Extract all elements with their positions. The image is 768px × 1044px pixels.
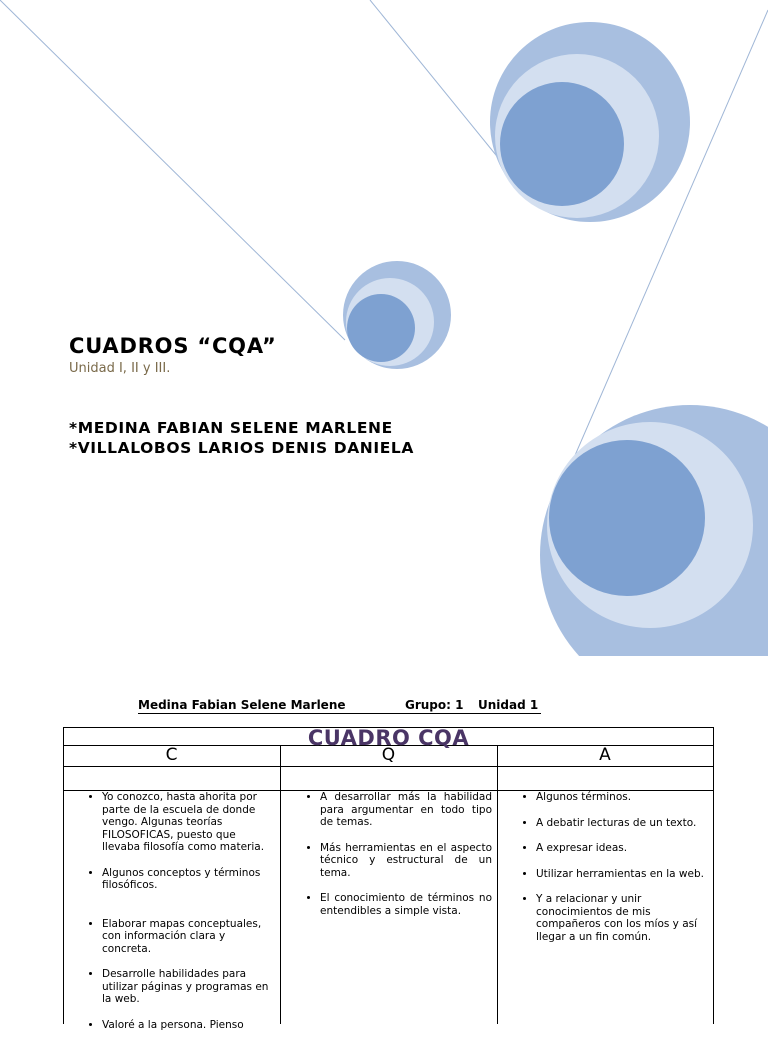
- list-item: • Utilizar herramientas en la web.: [536, 868, 710, 881]
- author-name: *MEDINA FABIAN SELENE MARLENE: [69, 419, 393, 437]
- circle-group-bottom: [540, 405, 768, 660]
- column-q-content: [302, 791, 492, 930]
- list-item: • Más herramientas en el aspecto técnico y estructural de un tema.: [320, 842, 492, 880]
- diagonal-line-left: [0, 0, 345, 340]
- list-item: • El conocimiento de términos no entendibles a simple vista.: [320, 892, 492, 917]
- column-a-content: [518, 791, 710, 956]
- diagonal-line-top: [370, 0, 500, 160]
- list-item: • A desarrollar más la habilidad para argumentar en todo tipo de temas.: [320, 791, 492, 829]
- list-item: • Algunos conceptos y términos filosóficos.: [102, 867, 276, 892]
- column-header-a: A: [599, 745, 611, 765]
- list-item: • Desarrolle habilidades para utilizar páginas y programas en la web.: [102, 968, 276, 1006]
- list-item: • Yo conozco, hasta ahorita por parte de la escuela de donde vengo. Algunas teorías FILOSOFICAS, puesto que llevaba filosofía como materia.: [102, 791, 276, 854]
- circle-group-top: [490, 22, 690, 222]
- group-label: Grupo: 1: [405, 698, 464, 712]
- unit-label: Unidad 1: [478, 698, 539, 712]
- author-list: [69, 418, 414, 458]
- list-item: • A debatir lecturas de un texto.: [536, 817, 710, 830]
- column-c-content: [84, 791, 276, 1044]
- student-name: Medina Fabian Selene Marlene: [138, 698, 346, 712]
- header-underline: [138, 713, 541, 714]
- column-header-q: Q: [381, 745, 396, 765]
- list-item: • Algunos términos.: [536, 791, 710, 804]
- list-item: • Valoré a la persona. Pienso: [102, 1019, 276, 1032]
- circle-group-middle: [343, 261, 451, 369]
- table-title: CUADRO CQA: [307, 726, 470, 750]
- list-item: • A expresar ideas.: [536, 842, 710, 855]
- cover-subtitle: Unidad I, II y III.: [69, 361, 171, 376]
- list-item: • Elaborar mapas conceptuales, con información clara y concreta.: [102, 918, 276, 956]
- cover-title: CUADROS “CQA”: [69, 334, 277, 358]
- list-item: • Y a relacionar y unir conocimientos de mis compañeros con los míos y así llegar a un fin común.: [536, 893, 710, 943]
- column-header-c: C: [165, 745, 178, 765]
- author-name: *VILLALOBOS LARIOS DENIS DANIELA: [69, 439, 414, 457]
